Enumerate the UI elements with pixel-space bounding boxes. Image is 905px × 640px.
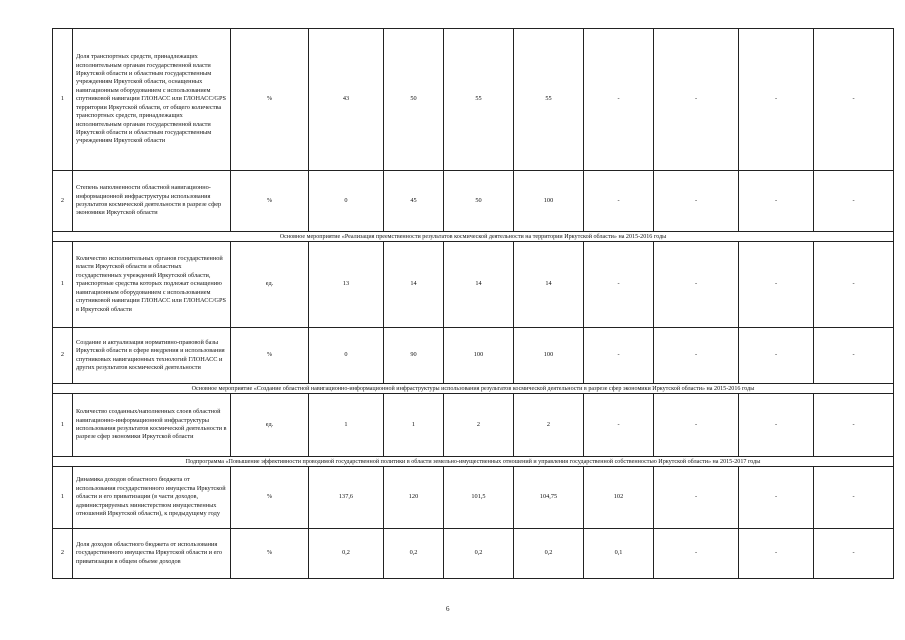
- indicator-name: Количество исполнительных органов государственной власти Иркутской области и областных государственных учреждений Иркутской области, транспортные средства которых подлежат оснащению навигационным оборудованием с использованием спутниковой навигации ГЛОНАСС или ГЛОНАСС/GPS в Иркутской области: [73, 242, 231, 328]
- value-cell: 50: [384, 29, 444, 171]
- value-cell: -: [654, 394, 739, 457]
- value-cell: -: [654, 529, 739, 579]
- indicators-table-body: [53, 29, 894, 579]
- indicator-row: [53, 29, 894, 171]
- section-title: Подпрограмма «Повышение эффективности проводимой государственной политики в области земельно-имущественных отношений и управления государственной собственностью Иркутской области» на 2015-2017 годы: [53, 457, 894, 467]
- row-number: 2: [53, 328, 73, 384]
- value-cell: -: [654, 328, 739, 384]
- value-cell: -: [584, 394, 654, 457]
- unit-cell: %: [231, 467, 309, 529]
- value-cell: 100: [514, 171, 584, 232]
- indicator-row: [53, 328, 894, 384]
- page-number: 6: [446, 605, 450, 613]
- value-cell: 13: [309, 242, 384, 328]
- unit-cell: %: [231, 171, 309, 232]
- value-cell: -: [739, 328, 814, 384]
- value-cell: -: [739, 394, 814, 457]
- value-cell: 50: [444, 171, 514, 232]
- indicator-name: Количество созданных/наполненных слоев областной навигационно-информационной инфраструктуры использования результатов космической деятельности в разрезе сфер экономики Иркутской области: [73, 394, 231, 457]
- value-cell: 45: [384, 171, 444, 232]
- value-cell: -: [739, 467, 814, 529]
- row-number: 2: [53, 171, 73, 232]
- section-title: Основное мероприятие «Создание областной навигационно-информационной инфраструктуры использования результатов космической деятельности в разрезе сфер экономики Иркутской области» на 2015-2016 годы: [53, 384, 894, 394]
- value-cell: 55: [514, 29, 584, 171]
- value-cell: 0,2: [309, 529, 384, 579]
- value-cell: -: [654, 242, 739, 328]
- value-cell: -: [814, 29, 894, 171]
- unit-cell: %: [231, 328, 309, 384]
- value-cell: 102: [584, 467, 654, 529]
- value-cell: 1: [384, 394, 444, 457]
- unit-cell: ед.: [231, 242, 309, 328]
- value-cell: 0,1: [584, 529, 654, 579]
- indicator-row: [53, 242, 894, 328]
- indicator-name: Доля транспортных средств, принадлежащих исполнительным органам государственной власти Иркутской области и областным государственным учреждениям Иркутской области, оснащенных навигационным оборудованием с использованием спутниковой навигации ГЛОНАСС или ГЛОНАСС/GPS территории Иркутской области, от общего количества транспортных средств, принадлежащих исполнительным органам государственной власти Иркутской области и областным государственным учреждениям Иркутской области: [73, 29, 231, 171]
- value-cell: -: [654, 171, 739, 232]
- value-cell: -: [739, 529, 814, 579]
- value-cell: -: [584, 328, 654, 384]
- indicator-name: Доля доходов областного бюджета от использования государственного имущества Иркутской области и его приватизации в общем объеме доходов: [73, 529, 231, 579]
- value-cell: 100: [514, 328, 584, 384]
- value-cell: 120: [384, 467, 444, 529]
- unit-cell: %: [231, 29, 309, 171]
- value-cell: 0,2: [444, 529, 514, 579]
- section-header-row: [53, 384, 894, 394]
- value-cell: -: [814, 529, 894, 579]
- row-number: 1: [53, 394, 73, 457]
- value-cell: 43: [309, 29, 384, 171]
- unit-cell: %: [231, 529, 309, 579]
- unit-cell: ед.: [231, 394, 309, 457]
- value-cell: 90: [384, 328, 444, 384]
- value-cell: 0: [309, 328, 384, 384]
- indicators-table: [52, 28, 894, 579]
- value-cell: -: [654, 467, 739, 529]
- indicator-name: Создание и актуализация нормативно-правовой базы Иркутской области в сфере внедрения и использования спутниковых навигационных технологий ГЛОНАСС и других результатов космической деятельности: [73, 328, 231, 384]
- value-cell: 55: [444, 29, 514, 171]
- value-cell: -: [739, 171, 814, 232]
- value-cell: -: [584, 242, 654, 328]
- value-cell: -: [814, 467, 894, 529]
- value-cell: -: [739, 242, 814, 328]
- value-cell: 0: [309, 171, 384, 232]
- value-cell: -: [814, 328, 894, 384]
- value-cell: 101,5: [444, 467, 514, 529]
- value-cell: -: [814, 394, 894, 457]
- value-cell: 2: [444, 394, 514, 457]
- indicator-name: Степень наполненности областной навигационно-информационной инфраструктуры использования результатов космической деятельности в разрезе сфер экономики Иркутской области: [73, 171, 231, 232]
- value-cell: -: [584, 171, 654, 232]
- section-header-row: [53, 457, 894, 467]
- row-number: 1: [53, 29, 73, 171]
- value-cell: -: [814, 242, 894, 328]
- indicator-name: Динамика доходов областного бюджета от использования государственного имущества Иркутской области и его приватизации (в части доходов, администрируемых министерством имущественных отношений Иркутской области), к предыдущему году: [73, 467, 231, 529]
- section-header-row: [53, 232, 894, 242]
- row-number: 1: [53, 242, 73, 328]
- value-cell: 0,2: [514, 529, 584, 579]
- value-cell: 104,75: [514, 467, 584, 529]
- value-cell: 137,6: [309, 467, 384, 529]
- value-cell: -: [739, 29, 814, 171]
- value-cell: 14: [514, 242, 584, 328]
- indicator-row: [53, 394, 894, 457]
- value-cell: 14: [444, 242, 514, 328]
- value-cell: -: [814, 171, 894, 232]
- value-cell: 2: [514, 394, 584, 457]
- indicator-row: [53, 467, 894, 529]
- row-number: 1: [53, 467, 73, 529]
- value-cell: 100: [444, 328, 514, 384]
- section-title: Основное мероприятие «Реализация преемственности результатов космической деятельности на территории Иркутской области» на 2015-2016 годы: [53, 232, 894, 242]
- value-cell: 14: [384, 242, 444, 328]
- indicator-row: [53, 529, 894, 579]
- row-number: 2: [53, 529, 73, 579]
- value-cell: 1: [309, 394, 384, 457]
- indicator-row: [53, 171, 894, 232]
- value-cell: -: [654, 29, 739, 171]
- value-cell: 0,2: [384, 529, 444, 579]
- value-cell: -: [584, 29, 654, 171]
